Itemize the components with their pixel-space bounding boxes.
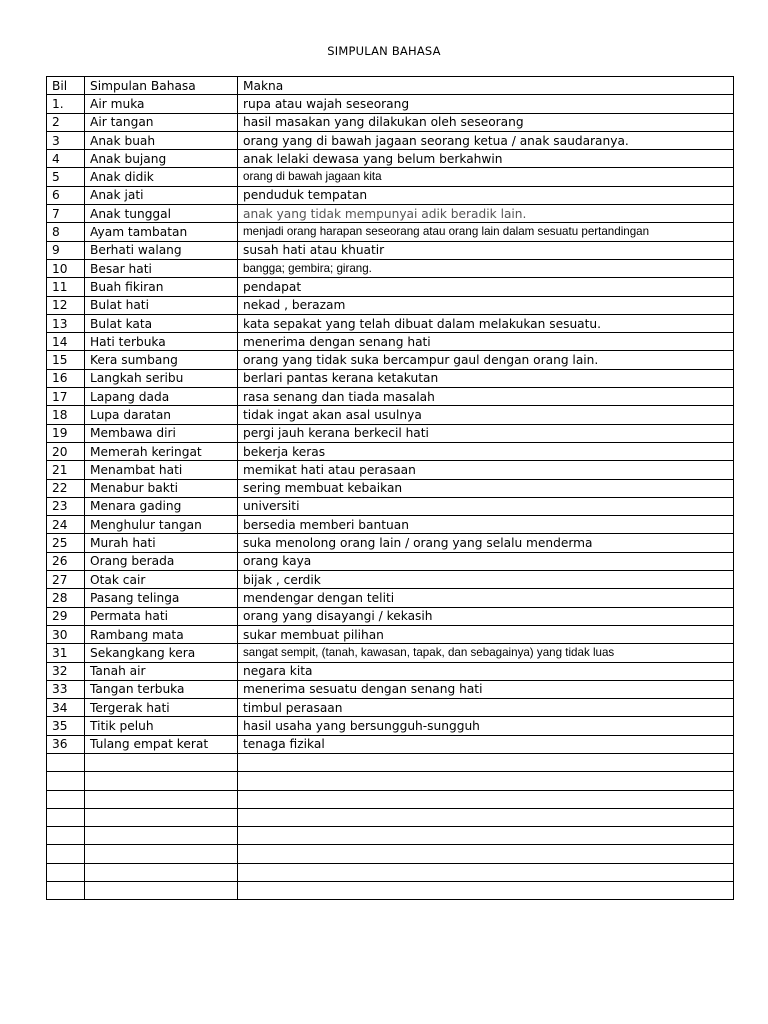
meaning-cell — [238, 753, 734, 771]
row-number: 22 — [47, 479, 85, 497]
meaning-cell: orang kaya — [238, 552, 734, 570]
row-number: 12 — [47, 296, 85, 314]
meaning-cell: susah hati atau khuatir — [238, 241, 734, 259]
idiom-cell: Titik peluh — [85, 717, 238, 735]
row-number: 2 — [47, 113, 85, 131]
row-number: 28 — [47, 589, 85, 607]
meaning-cell: hasil masakan yang dilakukan oleh seseorang — [238, 113, 734, 131]
table-row — [47, 808, 734, 826]
idiom-cell: Menghulur tangan — [85, 516, 238, 534]
row-number — [47, 753, 85, 771]
table-row — [47, 150, 734, 168]
idiom-cell: Air muka — [85, 95, 238, 113]
row-number: 33 — [47, 680, 85, 698]
idiom-cell: Anak didik — [85, 168, 238, 186]
meaning-cell — [238, 845, 734, 863]
row-number: 8 — [47, 223, 85, 241]
table-row — [47, 131, 734, 149]
table-row — [47, 223, 734, 241]
meaning-cell: menjadi orang harapan seseorang atau orang lain dalam sesuatu pertandingan — [238, 223, 734, 241]
idiom-cell: Orang berada — [85, 552, 238, 570]
row-number — [47, 827, 85, 845]
table-row — [47, 314, 734, 332]
meaning-cell: menerima sesuatu dengan senang hati — [238, 680, 734, 698]
table-row — [47, 424, 734, 442]
meaning-cell: bersedia memberi bantuan — [238, 516, 734, 534]
row-number: 11 — [47, 278, 85, 296]
table-row — [47, 442, 734, 460]
table-row — [47, 278, 734, 296]
meaning-cell: orang di bawah jagaan kita — [238, 168, 734, 186]
row-number: 1. — [47, 95, 85, 113]
idiom-cell: Langkah seribu — [85, 369, 238, 387]
idiom-cell: Menabur bakti — [85, 479, 238, 497]
idiom-cell: Memerah keringat — [85, 442, 238, 460]
row-number: 35 — [47, 717, 85, 735]
meaning-cell: rasa senang dan tiada masalah — [238, 388, 734, 406]
row-number: 10 — [47, 259, 85, 277]
table-row — [47, 753, 734, 771]
row-number — [47, 808, 85, 826]
meaning-cell — [238, 808, 734, 826]
table-row — [47, 845, 734, 863]
idiom-cell: Otak cair — [85, 571, 238, 589]
idiom-cell: Permata hati — [85, 607, 238, 625]
meaning-cell: anak lelaki dewasa yang belum berkahwin — [238, 150, 734, 168]
idiom-cell — [85, 808, 238, 826]
idiom-cell: Hati terbuka — [85, 333, 238, 351]
row-number: 14 — [47, 333, 85, 351]
table-row — [47, 644, 734, 662]
table-row — [47, 497, 734, 515]
meaning-cell: sukar membuat pilihan — [238, 625, 734, 643]
meaning-cell: anak yang tidak mempunyai adik beradik lain. — [238, 205, 734, 223]
idiom-cell — [85, 772, 238, 790]
meaning-cell: suka menolong orang lain / orang yang selalu menderma — [238, 534, 734, 552]
header-simpulan: Simpulan Bahasa — [85, 77, 238, 95]
idiom-cell: Tanah air — [85, 662, 238, 680]
row-number: 19 — [47, 424, 85, 442]
meaning-cell: bijak , cerdik — [238, 571, 734, 589]
idiom-cell — [85, 827, 238, 845]
row-number: 21 — [47, 461, 85, 479]
idiom-cell: Buah fikiran — [85, 278, 238, 296]
meaning-cell: pendapat — [238, 278, 734, 296]
row-number: 7 — [47, 205, 85, 223]
meaning-cell: bekerja keras — [238, 442, 734, 460]
table-row — [47, 259, 734, 277]
meaning-cell: berlari pantas kerana ketakutan — [238, 369, 734, 387]
table-row — [47, 461, 734, 479]
meaning-cell: orang yang di bawah jagaan seorang ketua / anak saudaranya. — [238, 131, 734, 149]
idiom-cell: Tulang empat kerat — [85, 735, 238, 753]
meaning-cell: orang yang tidak suka bercampur gaul dengan orang lain. — [238, 351, 734, 369]
idiom-cell: Berhati walang — [85, 241, 238, 259]
row-number: 5 — [47, 168, 85, 186]
row-number — [47, 845, 85, 863]
meaning-cell: sangat sempit, (tanah, kawasan, tapak, dan sebagainya) yang tidak luas — [238, 644, 734, 662]
table-row — [47, 351, 734, 369]
row-number: 26 — [47, 552, 85, 570]
meaning-cell: negara kita — [238, 662, 734, 680]
row-number: 20 — [47, 442, 85, 460]
meaning-cell: mendengar dengan teliti — [238, 589, 734, 607]
idiom-cell: Lupa daratan — [85, 406, 238, 424]
meaning-cell: kata sepakat yang telah dibuat dalam melakukan sesuatu. — [238, 314, 734, 332]
row-number: 31 — [47, 644, 85, 662]
meaning-cell — [238, 882, 734, 900]
table-row — [47, 735, 734, 753]
idiom-cell: Rambang mata — [85, 625, 238, 643]
table-row — [47, 406, 734, 424]
header-bil: Bil — [47, 77, 85, 95]
table-row — [47, 369, 734, 387]
idiom-cell — [85, 753, 238, 771]
idiom-cell: Air tangan — [85, 113, 238, 131]
idiom-cell: Lapang dada — [85, 388, 238, 406]
idiom-cell: Murah hati — [85, 534, 238, 552]
row-number — [47, 772, 85, 790]
meaning-cell — [238, 772, 734, 790]
row-number: 6 — [47, 186, 85, 204]
meaning-cell: rupa atau wajah seseorang — [238, 95, 734, 113]
table-row — [47, 333, 734, 351]
row-number: 27 — [47, 571, 85, 589]
row-number — [47, 882, 85, 900]
idiom-cell: Anak bujang — [85, 150, 238, 168]
row-number: 9 — [47, 241, 85, 259]
row-number: 17 — [47, 388, 85, 406]
meaning-cell: universiti — [238, 497, 734, 515]
meaning-cell: penduduk tempatan — [238, 186, 734, 204]
row-number: 30 — [47, 625, 85, 643]
table-row — [47, 772, 734, 790]
table-row — [47, 790, 734, 808]
row-number: 24 — [47, 516, 85, 534]
idiom-table — [46, 76, 734, 900]
table-row — [47, 296, 734, 314]
row-number: 4 — [47, 150, 85, 168]
meaning-cell: hasil usaha yang bersungguh-sungguh — [238, 717, 734, 735]
idiom-cell: Anak jati — [85, 186, 238, 204]
table-row — [47, 680, 734, 698]
table-row — [47, 534, 734, 552]
idiom-cell: Menara gading — [85, 497, 238, 515]
table-row — [47, 241, 734, 259]
table-row — [47, 699, 734, 717]
meaning-cell — [238, 827, 734, 845]
idiom-cell: Anak tunggal — [85, 205, 238, 223]
table-row — [47, 552, 734, 570]
idiom-cell — [85, 863, 238, 881]
idiom-cell: Kera sumbang — [85, 351, 238, 369]
idiom-cell: Ayam tambatan — [85, 223, 238, 241]
idiom-cell: Membawa diri — [85, 424, 238, 442]
table-row — [47, 827, 734, 845]
row-number: 32 — [47, 662, 85, 680]
meaning-cell: menerima dengan senang hati — [238, 333, 734, 351]
row-number: 18 — [47, 406, 85, 424]
row-number: 15 — [47, 351, 85, 369]
row-number: 23 — [47, 497, 85, 515]
idiom-cell: Tangan terbuka — [85, 680, 238, 698]
table-row — [47, 863, 734, 881]
table-row — [47, 479, 734, 497]
idiom-cell: Besar hati — [85, 259, 238, 277]
table-header-row — [47, 77, 734, 95]
row-number — [47, 790, 85, 808]
table-row — [47, 186, 734, 204]
table-row — [47, 388, 734, 406]
idiom-cell — [85, 845, 238, 863]
table-row — [47, 625, 734, 643]
table-row — [47, 607, 734, 625]
meaning-cell: pergi jauh kerana berkecil hati — [238, 424, 734, 442]
table-row — [47, 571, 734, 589]
meaning-cell: memikat hati atau perasaan — [238, 461, 734, 479]
idiom-cell — [85, 882, 238, 900]
meaning-cell: nekad , berazam — [238, 296, 734, 314]
idiom-cell — [85, 790, 238, 808]
meaning-cell: sering membuat kebaikan — [238, 479, 734, 497]
page-title: SIMPULAN BAHASA — [327, 44, 441, 58]
meaning-cell: bangga; gembira; girang. — [238, 259, 734, 277]
row-number — [47, 863, 85, 881]
table-row — [47, 205, 734, 223]
idiom-cell: Tergerak hati — [85, 699, 238, 717]
row-number: 16 — [47, 369, 85, 387]
meaning-cell — [238, 863, 734, 881]
table-row — [47, 662, 734, 680]
row-number: 34 — [47, 699, 85, 717]
meaning-cell: timbul perasaan — [238, 699, 734, 717]
idiom-cell: Sekangkang kera — [85, 644, 238, 662]
meaning-cell: orang yang disayangi / kekasih — [238, 607, 734, 625]
idiom-cell: Menambat hati — [85, 461, 238, 479]
table-row — [47, 589, 734, 607]
idiom-cell: Bulat kata — [85, 314, 238, 332]
row-number: 13 — [47, 314, 85, 332]
table-row — [47, 95, 734, 113]
meaning-cell — [238, 790, 734, 808]
idiom-cell: Pasang telinga — [85, 589, 238, 607]
table-row — [47, 717, 734, 735]
meaning-cell: tenaga fizikal — [238, 735, 734, 753]
table-row — [47, 168, 734, 186]
row-number: 3 — [47, 131, 85, 149]
idiom-cell: Bulat hati — [85, 296, 238, 314]
table-row — [47, 516, 734, 534]
meaning-cell: tidak ingat akan asal usulnya — [238, 406, 734, 424]
row-number: 36 — [47, 735, 85, 753]
idiom-cell: Anak buah — [85, 131, 238, 149]
table-row — [47, 113, 734, 131]
row-number: 25 — [47, 534, 85, 552]
row-number: 29 — [47, 607, 85, 625]
header-makna: Makna — [238, 77, 734, 95]
table-row — [47, 882, 734, 900]
